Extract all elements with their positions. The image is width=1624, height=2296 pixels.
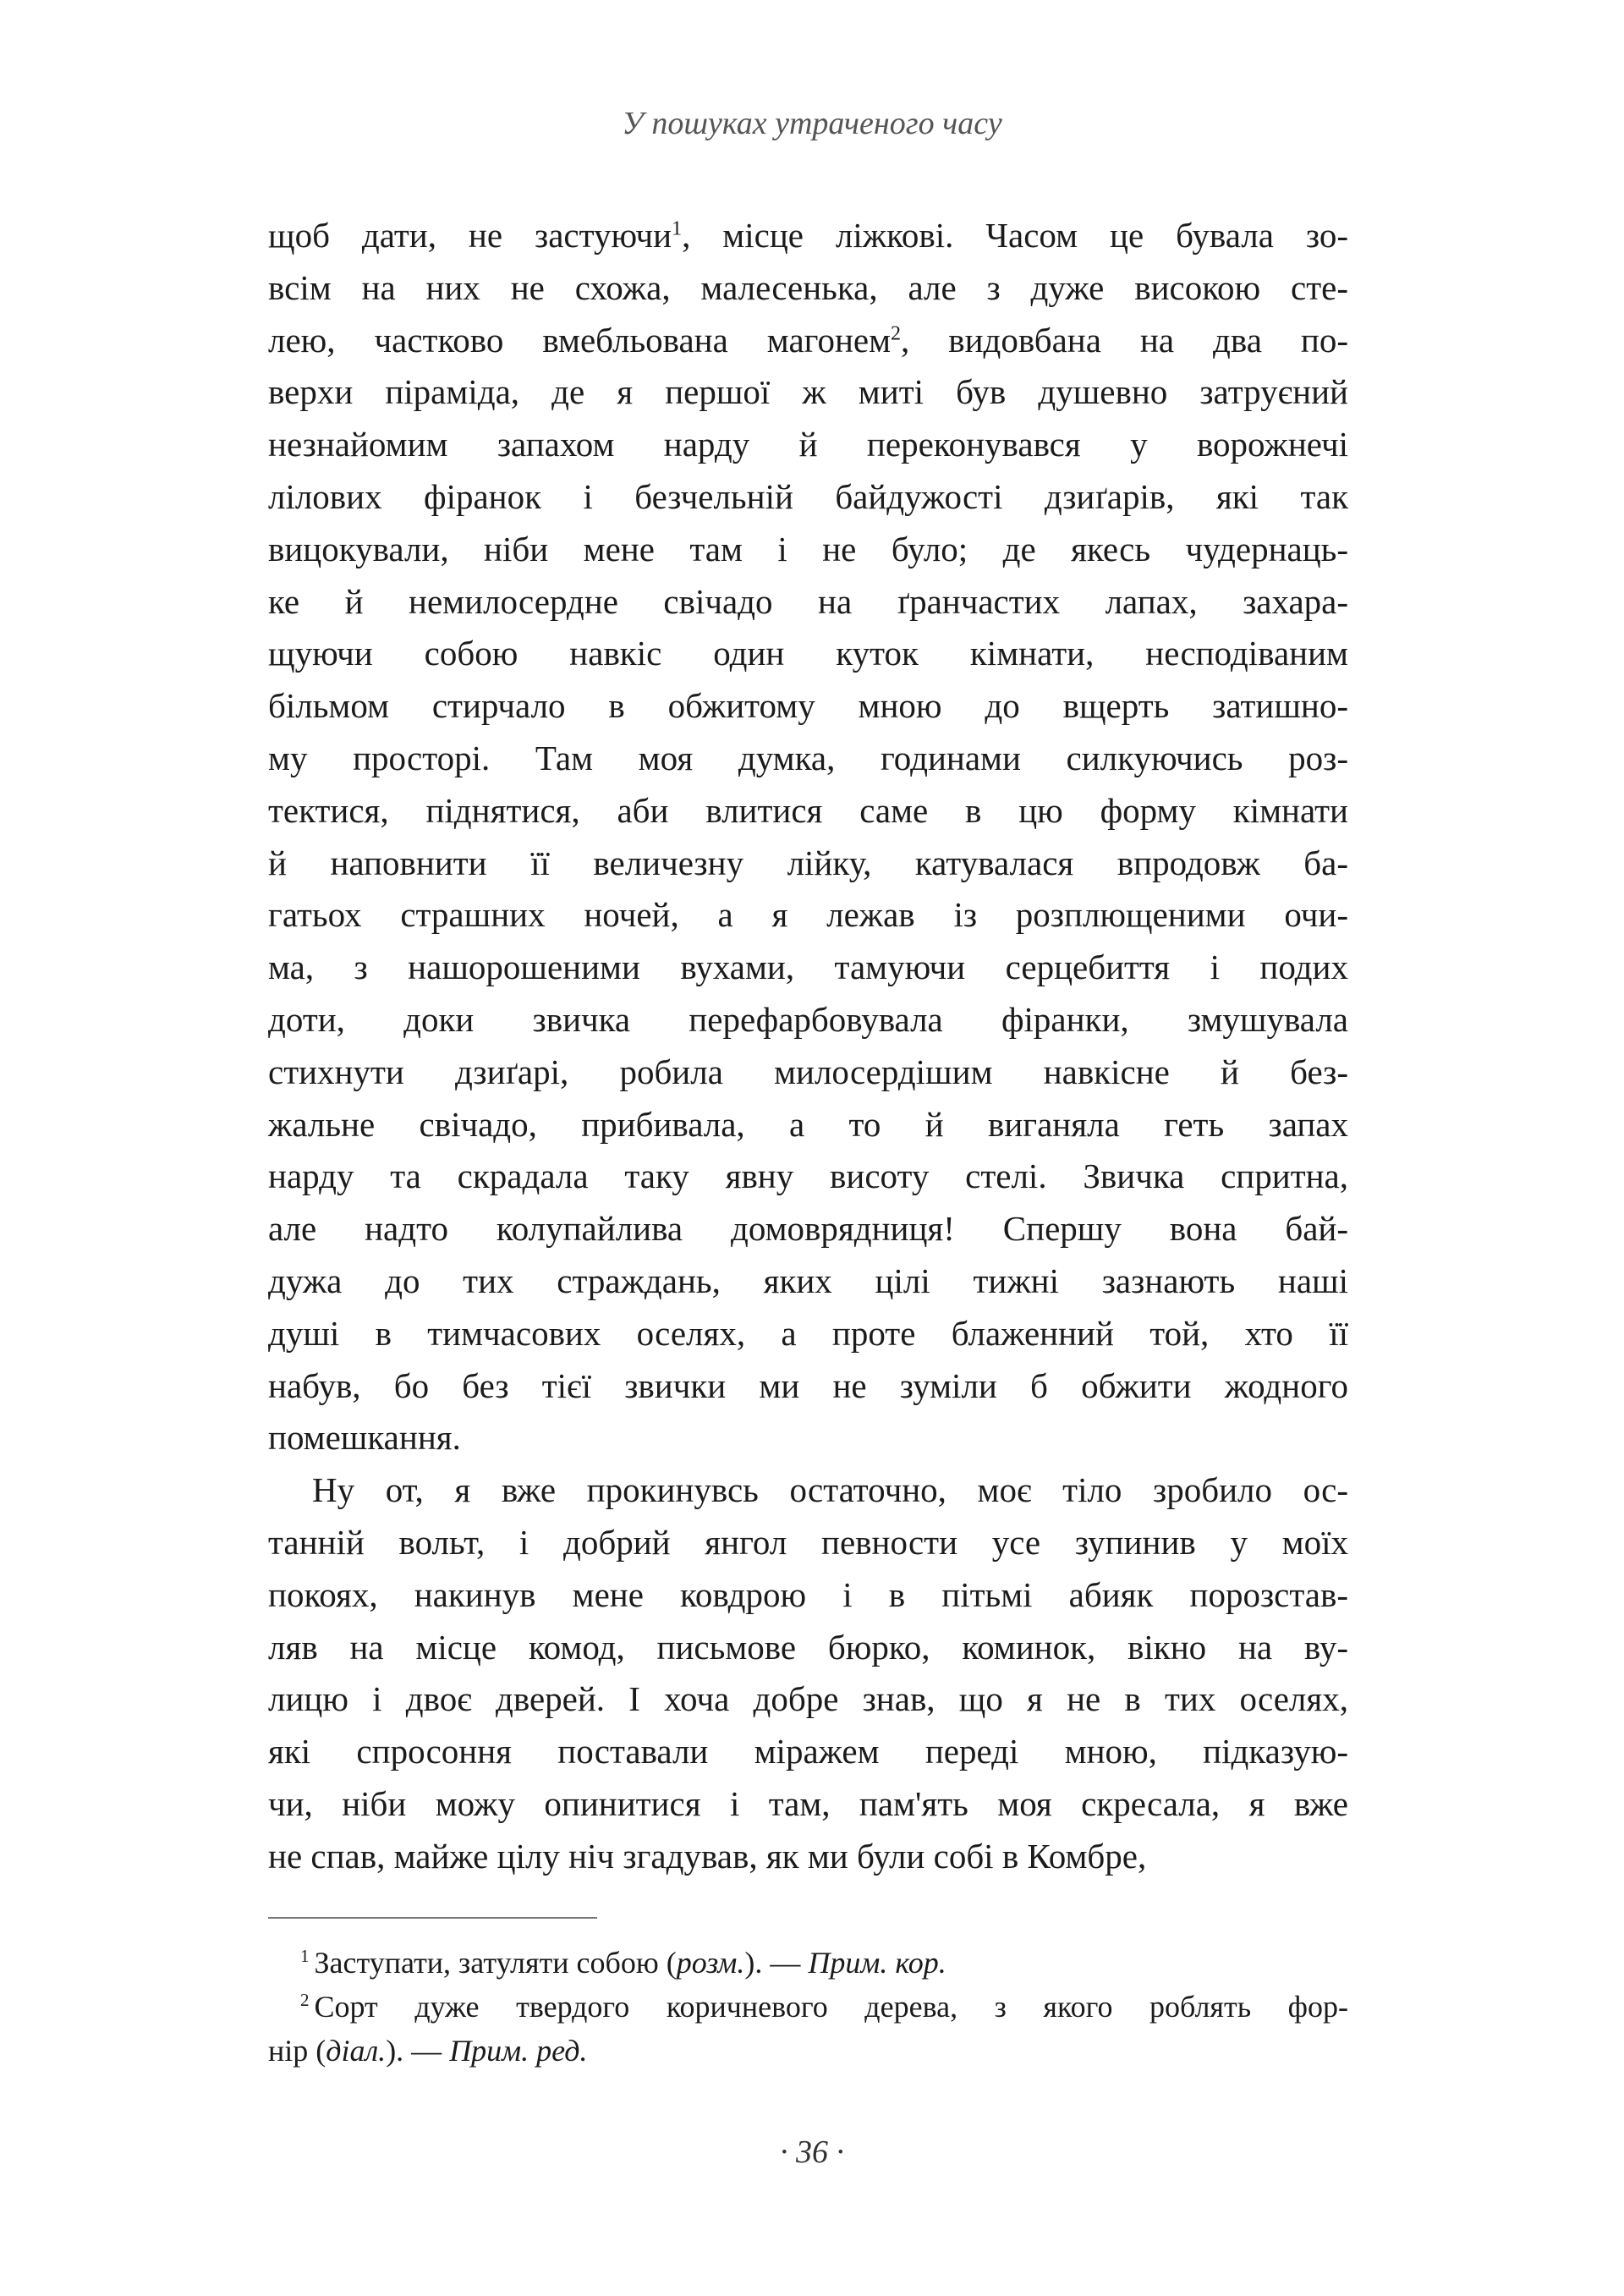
text-line [268,366,1348,419]
text-segment: стихнути дзиґарі, робила милосердішим навкісне й без- [268,1052,1348,1091]
text-line [268,576,1348,629]
text-segment: всім на них не схожа, малесенька, але з дуже високою сте- [268,267,1348,307]
text-segment: жальне свічадо, прибивала, а то й виганяла геть запах [268,1104,1348,1144]
footnote-abbrev: розм. [676,1946,745,1980]
text-segment: лею, частково вмебльована магонем [268,320,892,360]
footnote [268,1941,1348,1985]
footnotes [268,1941,1348,2073]
page-number: · 36 · [780,2134,844,2170]
text-line [268,471,1348,524]
text-line [268,1673,1348,1726]
text-line [268,1099,1348,1151]
text-segment: , місце ліжкові. Часом це бувала зо- [682,216,1348,255]
text-line [268,524,1348,576]
text-segment: , видовбана на два по- [901,320,1348,360]
text-line [268,210,1348,262]
text-segment: але надто колупайлива домоврядниця! Спершу вона бай- [268,1209,1348,1249]
text-line [268,1464,1348,1517]
text-line [268,419,1348,471]
text-segment: гатьох страшних ночей, а я лежав із розплющеними очи- [268,895,1348,935]
text-line [268,942,1348,994]
text-line [268,1151,1348,1203]
footnote-ref: 1 [672,217,683,240]
text-segment: й наповнити її величезну лійку, катувалася впродовж ба- [268,843,1348,882]
footnote-divider [268,1917,597,1919]
text-segment: нарду та скрадала таку явну висоту стелі. Звичка спритна, [268,1156,1348,1196]
text-line [268,1308,1348,1360]
text-segment: щоб дати, не застуючи [268,216,672,255]
text-line [268,1517,1348,1569]
text-line [268,1360,1348,1413]
text-line [268,1569,1348,1622]
text-segment: душі в тимчасових оселях, а проте блаженний той, хто її [268,1313,1348,1353]
footnote-ref: 2 [891,321,902,344]
text-segment: ке й немилосердне свічадо на ґранчастих лапах, захара- [268,581,1348,621]
text-line [268,315,1348,367]
text-line [268,838,1348,890]
footnote-number: 1 [300,1946,310,1966]
text-segment: доти, доки звичка перефарбовувала фіранки, змушувала [268,999,1348,1039]
running-head: У пошуках утраченого часу [622,106,1002,141]
text-segment: лицю і двоє дверей. І хоча добре знав, що я не в тих оселях, [268,1679,1348,1719]
text-line [268,1203,1348,1255]
text-line [268,262,1348,315]
text-line [268,1255,1348,1308]
text-segment: верхи піраміда, де я першої ж миті був душевно затруєний [268,372,1348,412]
footnote-text: ). — [744,1946,809,1980]
text-segment: набув, бо без тієї звички ми не зуміли б обжити жодного [268,1365,1348,1405]
text-segment: вицокували, ніби мене там і не було; де якесь чудернаць- [268,529,1348,569]
text-segment: помешкання. [268,1418,461,1458]
text-line [268,1726,1348,1778]
text-line [268,889,1348,942]
footnote-text: ). — [386,2034,450,2068]
footnote-text: Сорт дуже твердого коричневого дерева, з якого роблять фор- [314,1990,1348,2024]
text-line [268,994,1348,1046]
footnote-note: Прим. кор. [808,1946,946,1980]
text-segment: лілових фіранок і безчельній байдужості дзиґарів, які так [268,476,1348,516]
text-line [268,785,1348,838]
text-segment: ляв на місце комод, письмове бюрко, коминок, вікно на ву- [268,1627,1348,1667]
text-line [268,1622,1348,1674]
text-segment: дужа до тих страждань, яких цілі тижні зазнають наші [268,1261,1348,1300]
text-segment: танній вольт, і добрий янгол певности усе зупинив у моїх [268,1522,1348,1562]
text-line [268,1412,1348,1464]
text-segment: му просторі. Там моя думка, годинами силкуючись роз- [268,738,1348,777]
footnote-text: нір ( [268,2034,326,2068]
text-line [268,680,1348,733]
text-segment: покоях, накинув мене ковдрою і в пітьмі абияк порозстав- [268,1574,1348,1614]
text-segment: щуючи собою навкіс один куток кімнати, несподіваним [268,634,1348,673]
text-segment: які спросоння поставали міражем переді мною, підказую- [268,1732,1348,1771]
footnote-abbrev: діал. [326,2034,387,2068]
text-segment: чи, ніби можу опинитися і там, пам'ять моя скресала, я вже [268,1783,1348,1823]
footnote [268,1985,1348,2029]
footnote-text: Заступати, затуляти собою ( [314,1946,677,1980]
text-line [268,1778,1348,1831]
text-segment: не спав, майже цілу ніч згадував, як ми були собі в Комбре, [268,1836,1147,1876]
text-segment: більмом стирчало в обжитому мною до вщерть затишно- [268,686,1348,726]
text-segment: Ну от, я вже прокинувсь остаточно, моє тіло зробило ос- [312,1470,1348,1510]
text-segment: незнайомим запахом нарду й переконувався у ворожнечі [268,425,1348,464]
text-line [268,1831,1348,1883]
text-line [268,1046,1348,1099]
footnote-note: Прим. ред. [449,2034,588,2068]
body-text [268,210,1348,1883]
text-line [268,733,1348,785]
footnote [268,2029,1348,2073]
text-line [268,628,1348,680]
text-segment: ма, з нашорошеними вухами, тамуючи серцебиття і подих [268,948,1348,987]
text-segment: тектися, піднятися, аби влитися саме в цю форму кімнати [268,790,1348,830]
footnote-number: 2 [300,1990,310,2010]
